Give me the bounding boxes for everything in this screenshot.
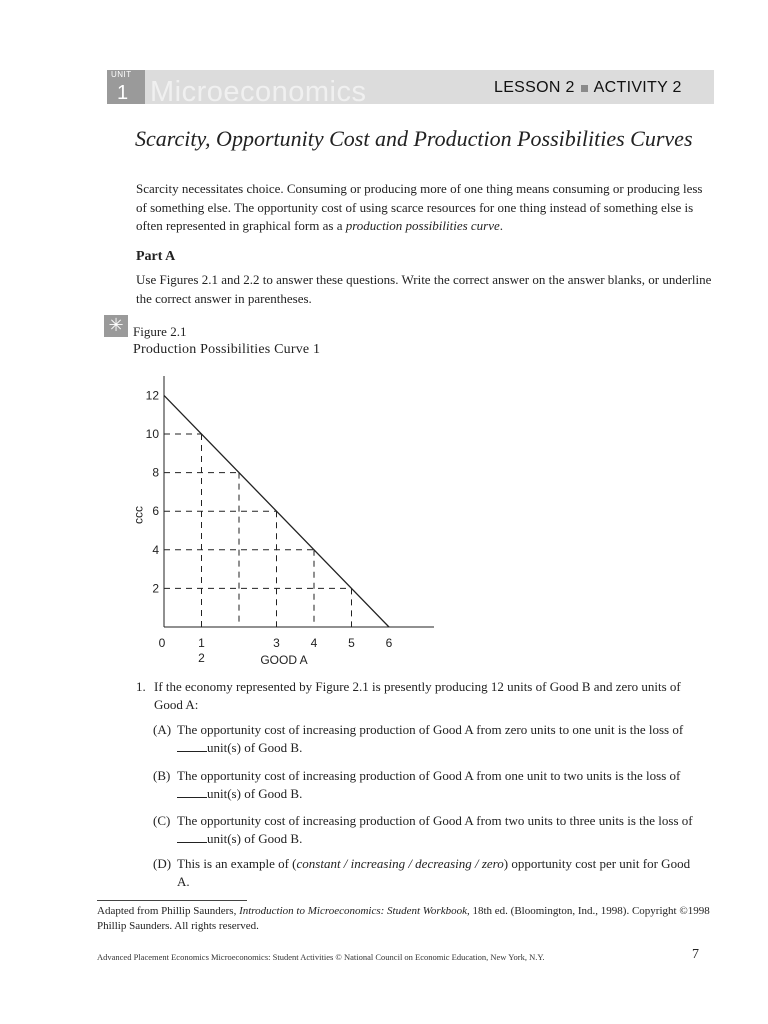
answer-blank[interactable] (177, 785, 207, 798)
y-tick-label: 10 (145, 427, 159, 441)
part-a-heading: Part A (136, 249, 176, 264)
intro-end: . (499, 218, 504, 233)
option-text-end: unit(s) of Good B. (207, 740, 303, 755)
y-tick-label: 12 (145, 388, 159, 403)
option-label: (A) (153, 722, 172, 737)
activity-label: ACTIVITY 2 (593, 79, 682, 96)
x-tick-label: 3 (273, 636, 280, 650)
question-1 (136, 678, 706, 714)
dashed-guides (164, 434, 352, 627)
unit-title: Microeconomics (150, 76, 367, 108)
option-text: This is an example of ( (177, 856, 297, 871)
option-text: The opportunity cost of increasing production of Good A from two units to three units is the loss of (177, 813, 693, 828)
option-choices[interactable]: constant / increasing / decreasing / zero (296, 856, 504, 871)
option-text: The opportunity cost of increasing production of Good A from one unit to two units is the loss of (177, 768, 681, 783)
answer-blank[interactable] (177, 739, 207, 752)
option-text-end: unit(s) of Good B. (207, 786, 303, 801)
x-tick-label: 6 (385, 636, 393, 650)
y-tick-label: 6 (152, 504, 159, 519)
page-title: Scarcity, Opportunity Cost and Production Possibilities Curves (135, 126, 693, 151)
option-text-end: unit(s) of Good B. (207, 831, 303, 846)
unit-tag: UNIT (111, 70, 132, 79)
x-tick-label: 5 (348, 636, 355, 650)
y-tick-label: 4 (152, 542, 159, 557)
option-label: (C) (153, 813, 171, 828)
x-tick-label: 1 (198, 636, 205, 650)
lesson-label: LESSON 2 (494, 79, 575, 96)
x-axis-label: GOOD A (260, 653, 308, 667)
x-tick-label: 4 (310, 636, 318, 650)
option-text-end: ) opportunity cost per unit for Good A. (177, 856, 691, 889)
y-axis-label: ɔɔɔ (133, 506, 147, 524)
page-number: 7 (692, 947, 699, 962)
question-text: If the economy represented by Figure 2.1 is presently producing 12 units of Good B and zero units of Good A: (154, 679, 681, 712)
option-b (153, 767, 703, 803)
page-footer: Advanced Placement Economics Microeconomics: Student Activities © National Council on Economic Education, New York, N.Y. (97, 952, 545, 962)
y-tick-labels (146, 388, 160, 595)
question-number: 1. (136, 679, 146, 694)
option-label: (B) (153, 768, 171, 783)
option-a (153, 721, 703, 757)
footnote-rule (97, 900, 247, 901)
option-label: (D) (153, 856, 172, 871)
footnote-italic: Introduction to Microeconomics: Student Workbook, (239, 905, 470, 917)
intro-text: Scarcity necessitates choice. Consuming or producing more of one thing means consuming or producing less of something else. The opportunity cost of using scarce resources for one thing instead of something else is often represented in graphical form as a (136, 181, 703, 233)
option-d (153, 855, 703, 891)
x-tick-label: 2 (198, 651, 205, 665)
option-text: The opportunity cost of increasing production of Good A from zero units to one unit is the loss of (177, 722, 684, 737)
figure-label: Figure 2.1 (133, 324, 187, 339)
intro-italic: production possibilities curve (345, 218, 500, 233)
footnote (97, 904, 717, 934)
asterisk-icon: ✳ (104, 315, 128, 337)
footnote-post: 18th ed. (Bloomington, Ind., 1998). Copyright ©1998 Phillip Saunders. All rights reserved. (97, 905, 710, 932)
footnote-pre: Adapted from Phillip Saunders, (97, 905, 240, 917)
option-c (153, 812, 703, 848)
y-tick-label: 2 (152, 581, 159, 596)
part-a-instructions: Use Figures 2.1 and 2.2 to answer these questions. Write the correct answer on the answer blanks, or underline the correct answer in parentheses. (136, 272, 712, 306)
answer-blank[interactable] (177, 830, 207, 843)
y-tick-label: 8 (152, 465, 159, 480)
unit-number: 1 (117, 82, 129, 104)
figure-caption: Production Possibilities Curve 1 (133, 342, 321, 357)
x-tick-label: 0 (158, 636, 166, 650)
